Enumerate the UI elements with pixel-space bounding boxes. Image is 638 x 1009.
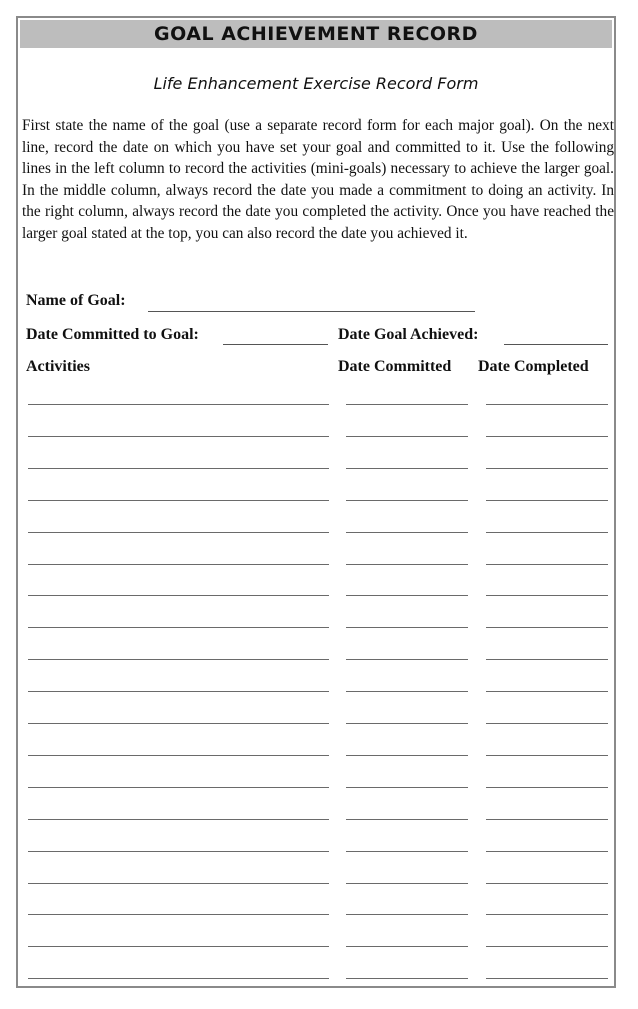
date-committed-line[interactable] xyxy=(346,564,468,565)
date-committed-goal-label: Date Committed to Goal: xyxy=(26,326,199,343)
activity-line[interactable] xyxy=(28,691,329,692)
date-committed-line[interactable] xyxy=(346,946,468,947)
instructions-paragraph: First state the name of the goal (use a separate record form for each major goal). On the next line, record the date on which you have set your goal and committed to it. Use the following lines in the left column to record the activities (mini-goals) necessary to achieve the larger goal. In the middle column, always record the date you made a commitment to doing an activity. In the right column, always record the date you completed the activity. Once you have reached the larger goal stated at the top, you can also record the date you achieved it. xyxy=(22,117,614,242)
date-committed-line[interactable] xyxy=(346,532,468,533)
activity-line[interactable] xyxy=(28,819,329,820)
activity-line[interactable] xyxy=(28,914,329,915)
form-title: GOAL ACHIEVEMENT RECORD xyxy=(20,20,612,48)
date-committed-line[interactable] xyxy=(346,691,468,692)
date-completed-line[interactable] xyxy=(486,627,608,628)
date-completed-line[interactable] xyxy=(486,755,608,756)
activity-row xyxy=(18,851,614,853)
date-goal-achieved-label: Date Goal Achieved: xyxy=(338,326,479,343)
activity-line[interactable] xyxy=(28,627,329,628)
name-of-goal-field[interactable] xyxy=(148,311,475,312)
date-committed-line[interactable] xyxy=(346,883,468,884)
activity-line[interactable] xyxy=(28,659,329,660)
activity-row xyxy=(18,883,614,885)
date-completed-line[interactable] xyxy=(486,883,608,884)
activity-row xyxy=(18,595,614,597)
activity-row xyxy=(18,946,614,948)
date-committed-line[interactable] xyxy=(346,500,468,501)
date-committed-line[interactable] xyxy=(346,978,468,979)
activity-row xyxy=(18,627,614,629)
date-completed-line[interactable] xyxy=(486,532,608,533)
date-completed-line[interactable] xyxy=(486,595,608,596)
activity-row xyxy=(18,500,614,502)
date-completed-line[interactable] xyxy=(486,723,608,724)
date-committed-line[interactable] xyxy=(346,723,468,724)
activity-row xyxy=(18,914,614,916)
date-completed-line[interactable] xyxy=(486,851,608,852)
date-completed-line[interactable] xyxy=(486,564,608,565)
activity-row xyxy=(18,532,614,534)
date-completed-line[interactable] xyxy=(486,436,608,437)
activity-line[interactable] xyxy=(28,595,329,596)
activity-row xyxy=(18,564,614,566)
activity-line[interactable] xyxy=(28,404,329,405)
date-completed-line[interactable] xyxy=(486,978,608,979)
activity-line[interactable] xyxy=(28,723,329,724)
activity-line[interactable] xyxy=(28,755,329,756)
activity-line[interactable] xyxy=(28,564,329,565)
activity-line[interactable] xyxy=(28,883,329,884)
date-completed-line[interactable] xyxy=(486,691,608,692)
activities-column-header: Activities xyxy=(26,358,90,375)
date-committed-column-header: Date Committed xyxy=(338,358,452,375)
date-completed-line[interactable] xyxy=(486,787,608,788)
date-committed-line[interactable] xyxy=(346,787,468,788)
date-committed-line[interactable] xyxy=(346,755,468,756)
date-committed-line[interactable] xyxy=(346,851,468,852)
record-form xyxy=(16,16,616,988)
date-committed-line[interactable] xyxy=(346,468,468,469)
date-committed-line[interactable] xyxy=(346,436,468,437)
activity-row xyxy=(18,755,614,757)
activity-line[interactable] xyxy=(28,851,329,852)
activity-line[interactable] xyxy=(28,500,329,501)
date-committed-line[interactable] xyxy=(346,819,468,820)
date-completed-line[interactable] xyxy=(486,819,608,820)
activity-row xyxy=(18,691,614,693)
activity-line[interactable] xyxy=(28,468,329,469)
activity-line[interactable] xyxy=(28,946,329,947)
date-goal-achieved-field[interactable] xyxy=(504,344,608,345)
activity-row xyxy=(18,404,614,406)
activity-line[interactable] xyxy=(28,436,329,437)
date-committed-line[interactable] xyxy=(346,659,468,660)
date-completed-line[interactable] xyxy=(486,659,608,660)
activity-row xyxy=(18,436,614,438)
name-of-goal-label: Name of Goal: xyxy=(26,292,126,309)
date-committed-line[interactable] xyxy=(346,914,468,915)
activity-line[interactable] xyxy=(28,978,329,979)
date-completed-line[interactable] xyxy=(486,946,608,947)
activity-row xyxy=(18,723,614,725)
date-committed-line[interactable] xyxy=(346,627,468,628)
form-subtitle: Life Enhancement Exercise Record Form xyxy=(153,74,479,93)
activity-row xyxy=(18,787,614,789)
date-committed-goal-field[interactable] xyxy=(223,344,328,345)
date-committed-line[interactable] xyxy=(346,404,468,405)
date-committed-line[interactable] xyxy=(346,595,468,596)
date-completed-line[interactable] xyxy=(486,468,608,469)
date-completed-column-header: Date Completed xyxy=(478,358,589,375)
activity-row xyxy=(18,978,614,980)
activity-line[interactable] xyxy=(28,532,329,533)
activity-row xyxy=(18,659,614,661)
activity-line[interactable] xyxy=(28,787,329,788)
date-completed-line[interactable] xyxy=(486,500,608,501)
activity-row xyxy=(18,468,614,470)
date-completed-line[interactable] xyxy=(486,914,608,915)
activity-row xyxy=(18,819,614,821)
date-completed-line[interactable] xyxy=(486,404,608,405)
